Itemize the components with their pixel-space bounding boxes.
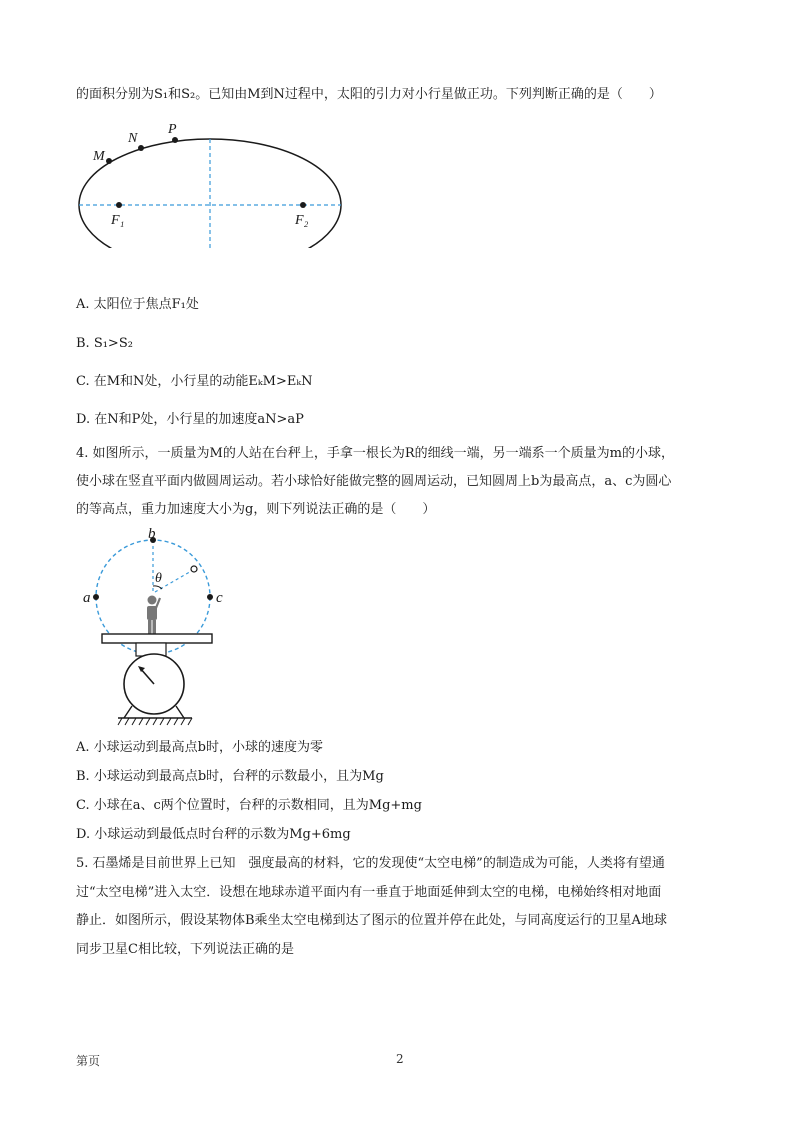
point-c-dot xyxy=(207,594,213,600)
point-a-dot xyxy=(93,594,99,600)
q4-option-a: A. 小球运动到最高点b时，小球的速度为零 xyxy=(76,740,323,755)
q3-option-b: B. S₁>S₂ xyxy=(76,336,133,351)
label-f1: F₁ xyxy=(111,213,125,228)
q5-stem-line-2: 过“太空电梯”进入太空．设想在地球赤道平面内有一垂直于地面延伸到太空的电梯，电梯始终相对地面 xyxy=(76,885,662,900)
scale-leg-right xyxy=(176,706,184,718)
q5-stem-line-3: 静止．如图所示，假设某物体B乘坐太空电梯到达了图示的位置并停在此处，与同高度运行的卫星A地球 xyxy=(76,913,667,928)
scale-leg-left xyxy=(124,706,132,718)
q3-option-c: C. 在M和N处，小行星的动能EₖM>EₖN xyxy=(76,374,313,389)
q4-option-c: C. 小球在a、c两个位置时，台秤的示数相同，且为Mg+mg xyxy=(76,798,422,813)
label-c: c xyxy=(216,590,223,606)
label-b: b xyxy=(148,526,156,542)
label-a: a xyxy=(83,590,91,606)
point-n-dot xyxy=(138,145,144,151)
scale-platform xyxy=(102,634,212,643)
q4-option-d: D. 小球运动到最低点时台秤的示数为Mg+6mg xyxy=(76,827,351,842)
focus-2-dot xyxy=(300,202,306,208)
label-m: M xyxy=(93,149,105,164)
ellipse-orbit-figure xyxy=(76,118,356,248)
q5-stem-line-4: 同步卫星C相比较，下列说法正确的是 xyxy=(76,942,294,957)
q4-stem-line-3: 的等高点，重力加速度大小为g，则下列说法正确的是（ ） xyxy=(76,502,436,517)
q3-option-d: D. 在N和P处，小行星的加速度aN>aP xyxy=(76,412,304,427)
q5-stem-line-1: 5. 石墨烯是目前世界上已知 强度最高的材料，它的发现使“太空电梯”的制造成为可能，人类将有望通 xyxy=(76,856,665,871)
focus-1-dot xyxy=(116,202,122,208)
q3-intro-text: 的面积分别为S₁和S₂。已知由M到N过程中，太阳的引力对小行星做正功。下列判断正确的是（ ） xyxy=(76,87,662,102)
q4-option-b: B. 小球运动到最高点b时，台秤的示数最小，且为Mg xyxy=(76,769,384,784)
q4-stem-line-2: 使小球在竖直平面内做圆周运动。若小球恰好能做完整的圆周运动，已知圆周上b为最高点，a、c为圆心 xyxy=(76,474,672,489)
q3-option-a: A. 太阳位于焦点F₁处 xyxy=(76,297,199,312)
ground-hatching xyxy=(118,718,192,725)
ball xyxy=(191,566,197,572)
footer-page-label: 第页 xyxy=(76,1054,101,1068)
scale-circle-motion-figure xyxy=(80,526,240,730)
point-m-dot xyxy=(106,158,112,164)
label-n: N xyxy=(128,131,138,146)
point-p-dot xyxy=(172,137,178,143)
q4-stem-line-1: 4. 如图所示，一质量为M的人站在台秤上，手拿一根长为R的细线一端，另一端系一个质量为m的小球， xyxy=(76,446,674,461)
label-f2: F₂ xyxy=(295,213,309,228)
person-silhouette xyxy=(147,596,160,635)
footer-page-number: 2 xyxy=(396,1052,404,1066)
label-p: P xyxy=(168,122,177,137)
label-theta: θ xyxy=(155,571,162,586)
